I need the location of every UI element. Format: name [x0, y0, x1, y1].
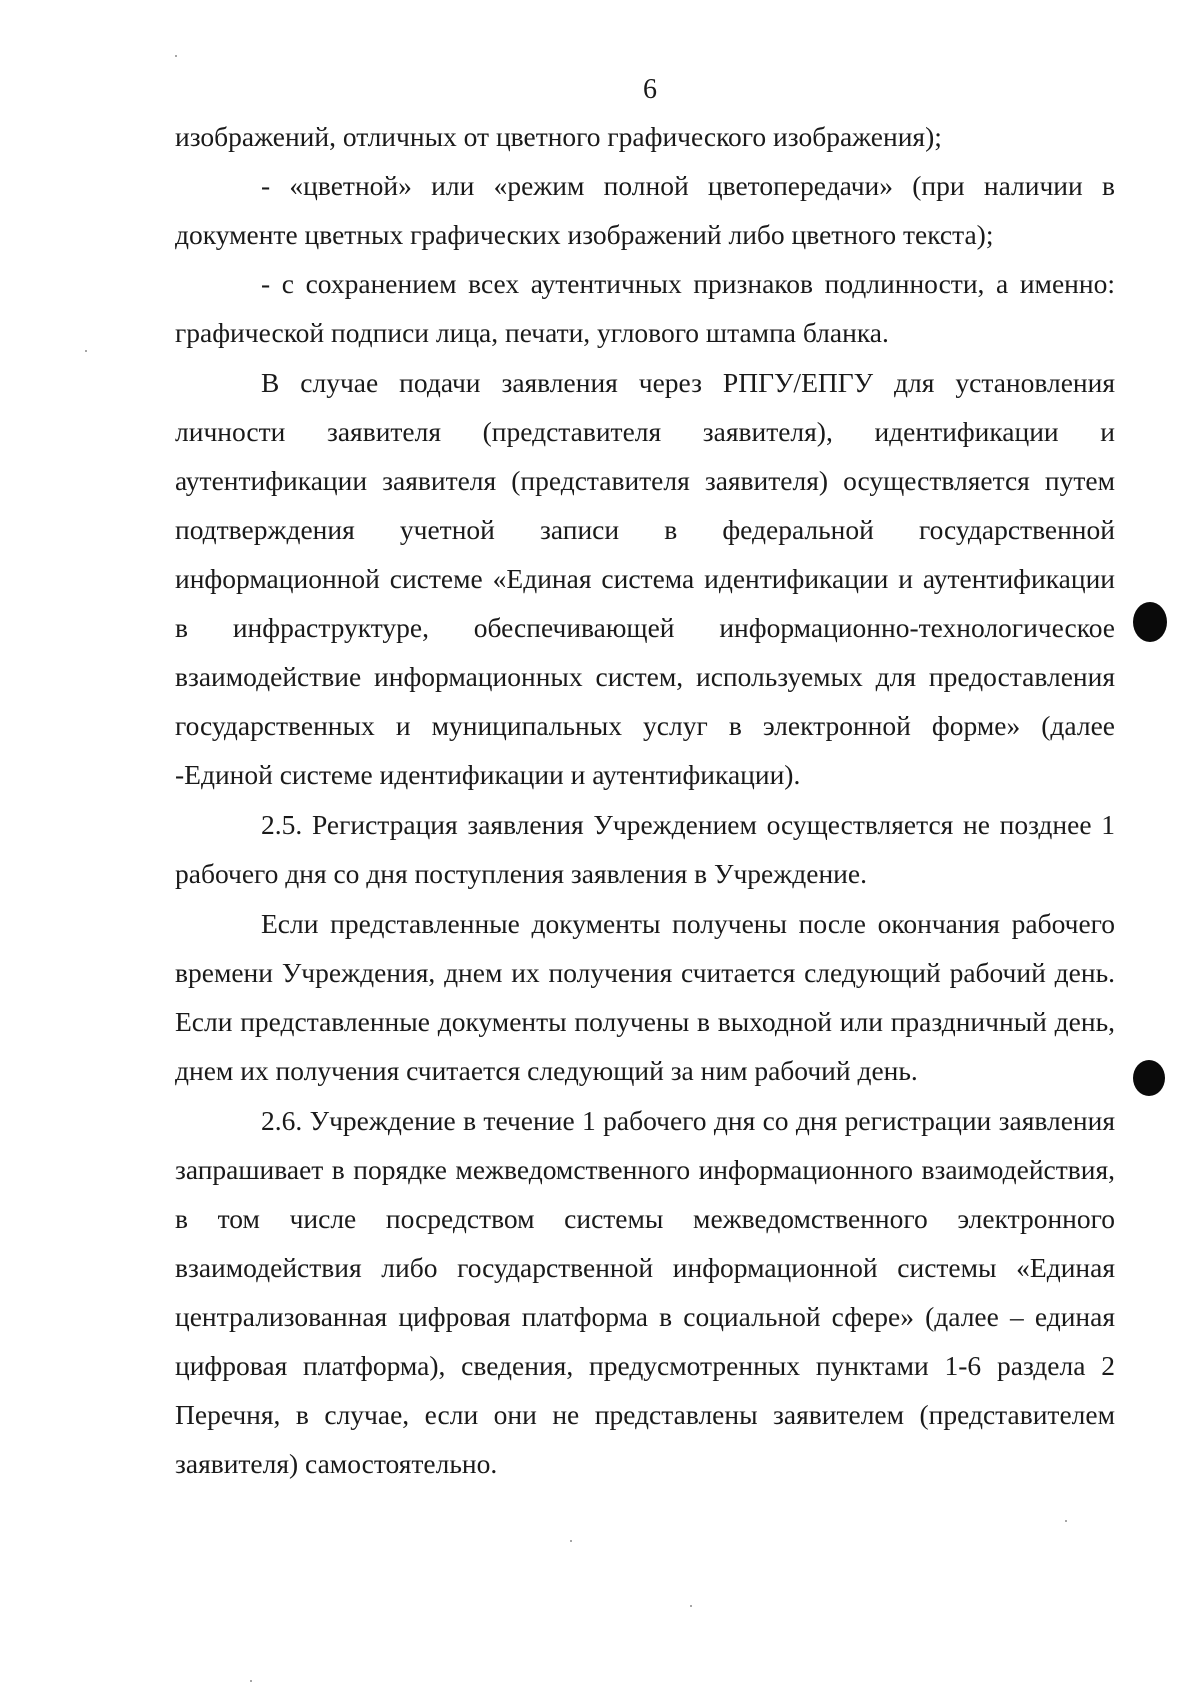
paragraph-2-5-registration: 2.5. Регистрация заявления Учреждением осуществляется не позднее 1 рабочего дня со дня поступления заявления в Учреждение.	[175, 809, 1115, 889]
page-number: 6	[643, 74, 657, 105]
paragraph-authenticity: - с сохранением всех аутентичных признаков подлинности, а именно: графической подписи лица, печати, углового штампа бланка.	[175, 268, 1115, 348]
punch-hole-mark	[1133, 602, 1167, 642]
paragraph-receipt-time: Если представленные документы получены после окончания рабочего времени Учреждения, днем их получения считается следующий рабочий день. Если представленные документы получены в выходной или праздничный день, днем их получения считается следующий за ним рабочий день.	[175, 908, 1115, 1086]
punch-hole-mark	[1133, 1060, 1165, 1096]
paragraph-identification: В случае подачи заявления через РПГУ/ЕПГУ для установления личности заявителя (представителя заявителя), идентификации и аутентификации заявителя (представителя заявителя) осуществляется путем подтверждения учетной записи в федеральной государственной информационной системе «Единая система идентификации и аутентификации в инфраструктуре, обеспечивающей информационно-технологическое взаимодействие информационных систем, используемых для предоставления государственных и муниципальных услуг в электронной форме» (далее -Единой системе идентификации и аутентификации).	[175, 367, 1115, 790]
scan-speck	[690, 1605, 692, 1607]
scan-speck	[570, 1540, 572, 1542]
scan-speck	[1065, 1520, 1067, 1522]
paragraph-continuation: изображений, отличных от цветного графического изображения);	[175, 121, 942, 152]
scan-speck	[250, 1680, 252, 1682]
scan-speck	[85, 350, 87, 352]
document-body	[175, 112, 1115, 1488]
paragraph-color-mode: - «цветной» или «режим полной цветопередачи» (при наличии в документе цветных графических изображений либо цветного текста);	[175, 170, 1115, 250]
paragraph-2-6-interagency-request: 2.6. Учреждение в течение 1 рабочего дня со дня регистрации заявления запрашивает в порядке межведомственного информационного взаимодействия, в том числе посредством системы межведомственного электронного взаимодействия либо государственной информационной системы «Единая централизованная цифровая платформа в социальной сфере» (далее – единая цифровая платформа), сведения, предусмотренных пунктами 1-6 раздела 2 Перечня, в случае, если они не представлены заявителем (представителем заявителя) самостоятельно.	[175, 1105, 1115, 1479]
scan-speck	[175, 55, 177, 57]
